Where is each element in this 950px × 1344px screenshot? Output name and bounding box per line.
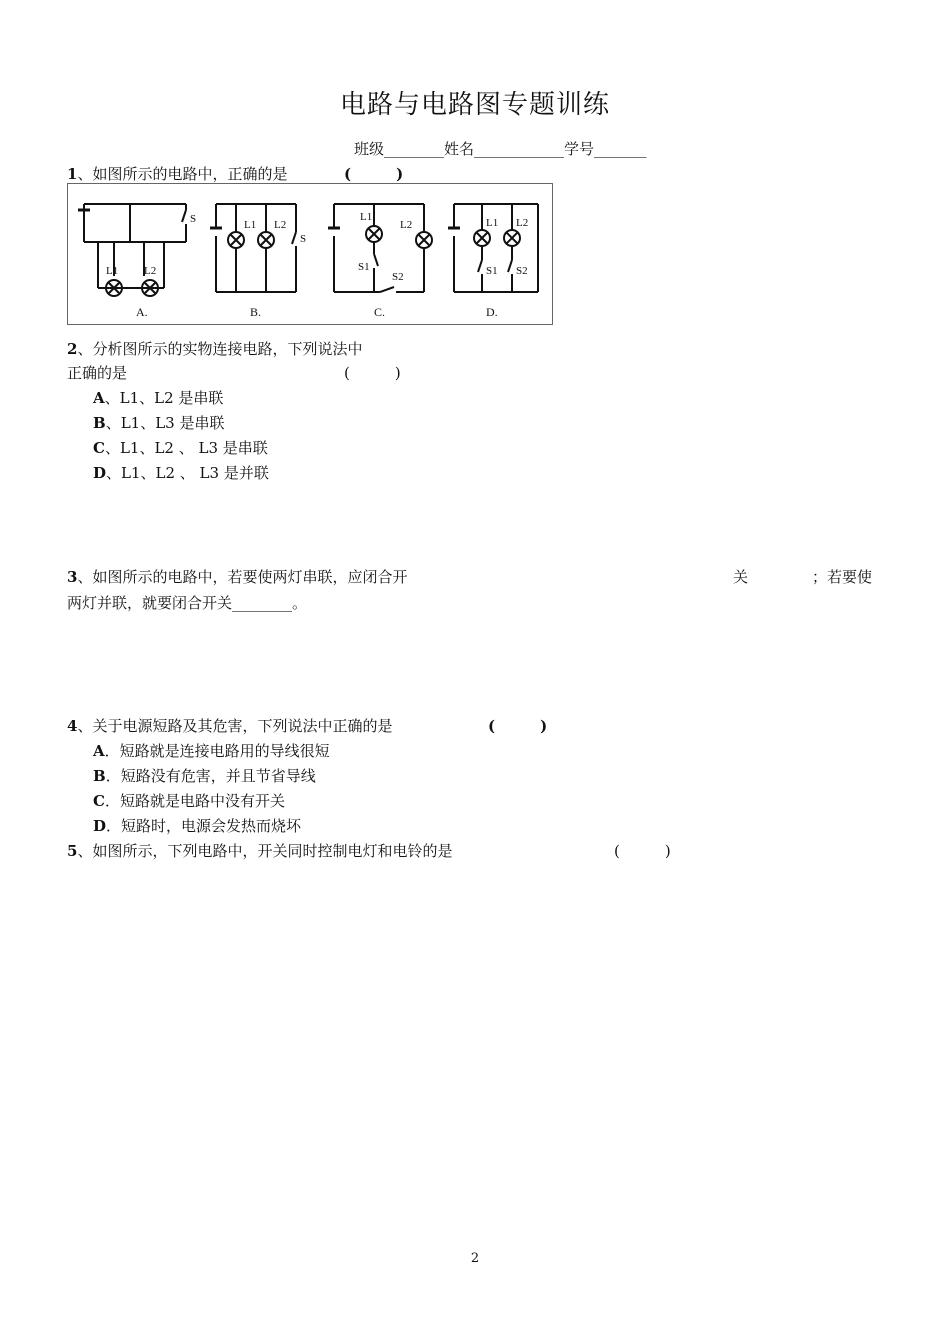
option-c	[93, 790, 285, 811]
label-l2: L2	[274, 219, 287, 231]
question-3-part3: ；若要使	[812, 568, 873, 586]
question-2	[67, 338, 362, 359]
label-s2: S2	[392, 271, 404, 283]
question-3-line2: 两灯并联，就要闭合开关________。	[67, 594, 308, 612]
circuit-c	[328, 204, 432, 292]
option-text: ．短路时，电源会发热而烧坏	[106, 817, 302, 835]
option-a	[93, 740, 330, 761]
question-number: 5	[67, 842, 78, 860]
answer-paren: ( )	[344, 364, 401, 382]
question-text: 、关于电源短路及其危害，下列说法中正确的是	[77, 717, 393, 735]
label-option-d: D.	[486, 305, 498, 319]
student-info-line: 班级________姓名____________学号_______	[354, 140, 647, 158]
option-text: ．短路没有危害，并且节省导线	[105, 767, 316, 785]
label-l1: L1	[106, 265, 119, 277]
option-letter: B	[93, 414, 106, 432]
circuit-figure	[67, 183, 553, 325]
question-number: 3	[67, 568, 78, 586]
question-text: 、如图所示的电路中，正确的是	[77, 165, 288, 183]
option-b	[93, 765, 316, 786]
question-text: 、如图所示的电路中，若要使两灯串联，应闭合开	[77, 568, 408, 586]
question-3-part2: 关	[733, 568, 749, 586]
question-text: 、分析图所示的实物连接电路，下列说法中	[77, 340, 363, 358]
option-letter: B	[93, 767, 106, 785]
option-letter: D	[93, 817, 107, 835]
option-b	[93, 412, 224, 433]
question-4	[67, 715, 392, 736]
question-5	[67, 840, 452, 861]
label-l2: L2	[144, 265, 157, 277]
option-text: 、L1、L2 、 L3 是串联	[104, 439, 268, 457]
option-d	[93, 815, 301, 836]
label-l2: L2	[400, 219, 413, 231]
circuit-b	[210, 204, 296, 292]
page-title: 电路与电路图专题训练	[339, 90, 610, 120]
circuit-diagram	[68, 184, 552, 324]
label-l1: L1	[486, 217, 499, 229]
option-text: 、L1、L3 是串联	[105, 414, 225, 432]
answer-paren: ( )	[344, 165, 404, 183]
option-letter: A	[93, 742, 105, 760]
question-1	[67, 163, 287, 184]
question-number: 4	[67, 717, 78, 735]
question-number: 2	[67, 340, 78, 358]
option-text: 、L1、L2 、 L3 是并联	[106, 464, 269, 482]
answer-paren: ( )	[614, 842, 671, 860]
label-l2: L2	[516, 217, 529, 229]
label-s: S	[300, 233, 307, 245]
answer-paren: ( )	[488, 717, 548, 735]
label-s2: S2	[516, 265, 528, 277]
option-letter: A	[93, 389, 105, 407]
question-text: 、如图所示，下列电路中，开关同时控制电灯和电铃的是	[77, 842, 453, 860]
label-s: S	[190, 213, 197, 225]
option-letter: C	[93, 792, 105, 810]
option-letter: D	[93, 464, 107, 482]
option-letter: C	[93, 439, 105, 457]
option-a	[93, 387, 223, 408]
label-option-a: A.	[136, 305, 148, 319]
label-l1: L1	[360, 211, 373, 223]
label-s1: S1	[486, 265, 498, 277]
label-s1: S1	[358, 261, 370, 273]
label-l1: L1	[244, 219, 257, 231]
question-number: 1	[67, 165, 78, 183]
page-number: 2	[470, 1251, 480, 1266]
option-text: ．短路就是连接电路用的导线很短	[104, 742, 330, 760]
question-2-line2: 正确的是	[67, 364, 128, 382]
label-option-b: B.	[250, 305, 262, 319]
question-3	[67, 566, 407, 587]
option-text: ．短路就是电路中没有开关	[104, 792, 285, 810]
option-c	[93, 437, 268, 458]
label-option-c: C.	[374, 305, 386, 319]
option-text: 、L1、L2 是串联	[104, 389, 224, 407]
option-d	[93, 462, 269, 483]
circuit-a	[78, 204, 186, 296]
